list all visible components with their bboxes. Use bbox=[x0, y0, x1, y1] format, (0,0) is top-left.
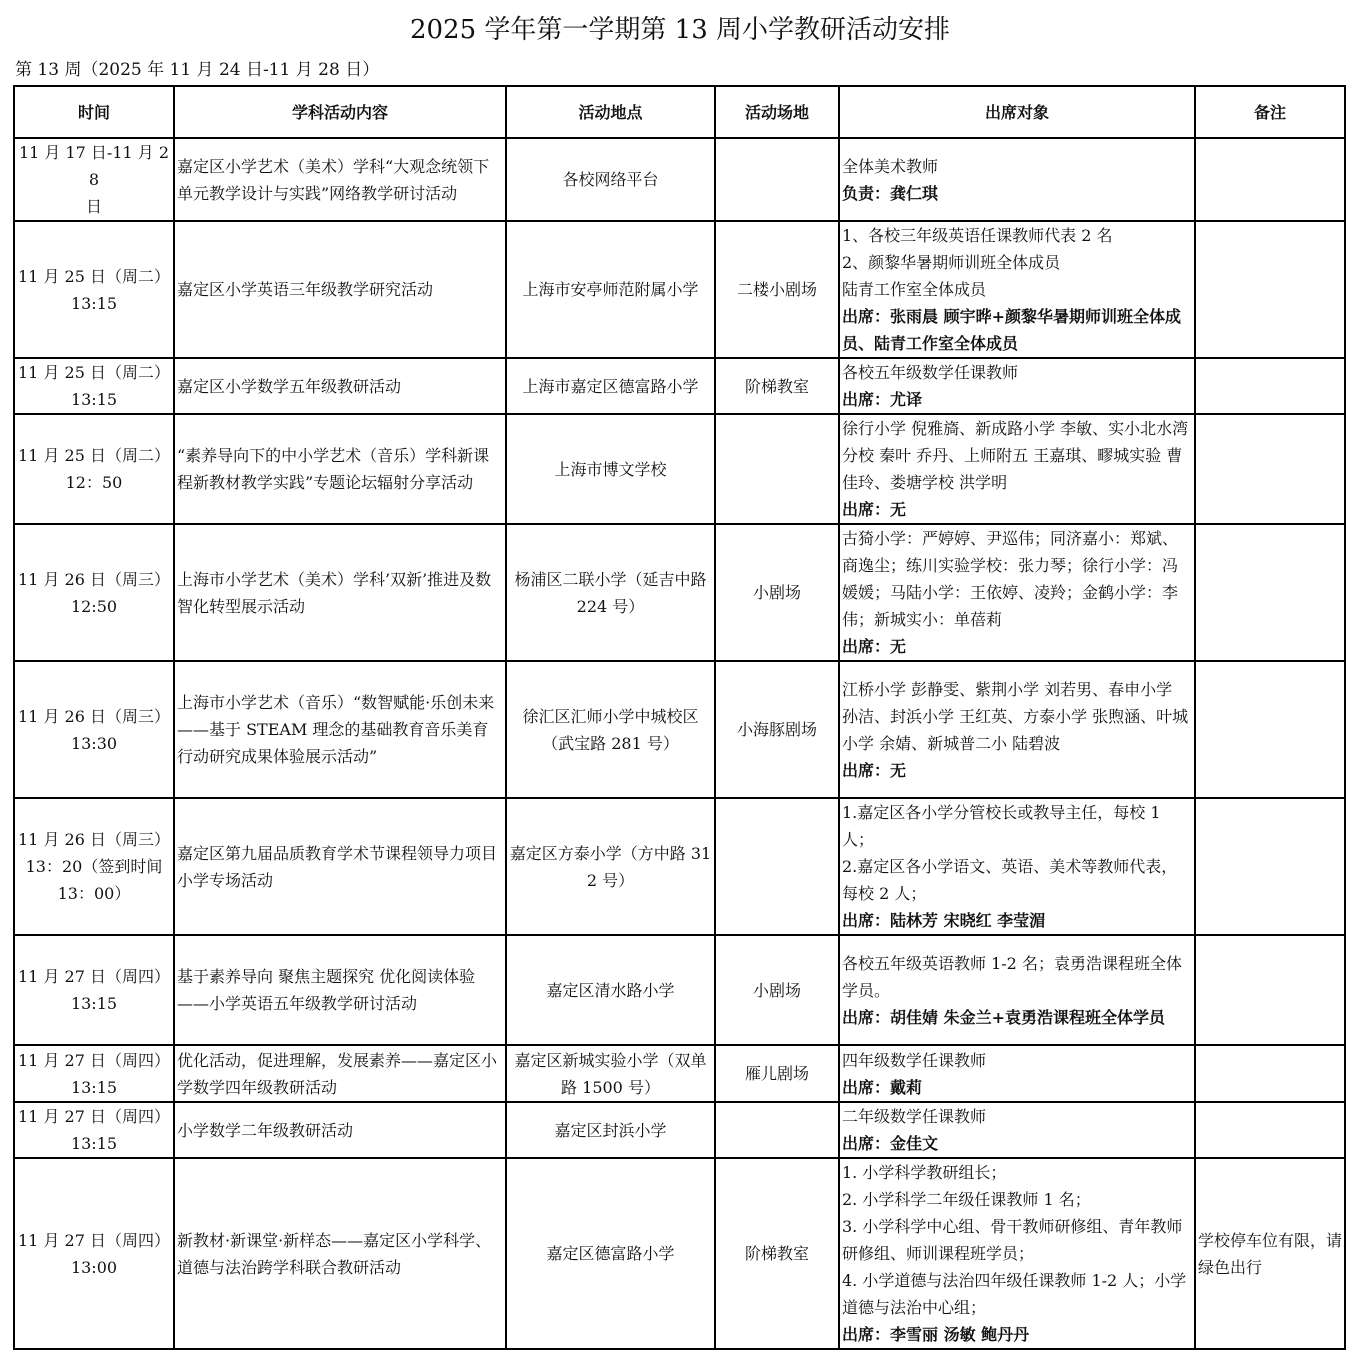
cell-time bbox=[14, 798, 174, 935]
cell-line: 全体美术教师 bbox=[842, 156, 939, 176]
attendees-bold-line: 出席：无 bbox=[842, 637, 907, 656]
cell-place: 各校网络平台 bbox=[506, 138, 715, 221]
cell-line: 11 月 17 日-11 月 28 bbox=[18, 143, 170, 189]
cell-place: 嘉定区德富路小学 bbox=[506, 1158, 715, 1349]
table-row bbox=[14, 221, 1345, 358]
schedule-table bbox=[13, 85, 1346, 1350]
cell-line: 13:15 bbox=[70, 390, 118, 409]
table-body bbox=[14, 138, 1345, 1349]
cell-line: 江桥小学 彭静雯、紫荆小学 刘若男、春申小学 孙洁、封浜小学 王红英、方泰小学 张煦涵、叶城小学 余婧、新城普二小 陆碧波 bbox=[842, 679, 1189, 753]
cell-content: 嘉定区小学数学五年级教研活动 bbox=[174, 358, 506, 414]
cell-place: 嘉定区封浜小学 bbox=[506, 1102, 715, 1158]
page-title: 2025 学年第一学期第 13 周小学教研活动安排 bbox=[409, 15, 951, 45]
cell-place: 嘉定区方泰小学（方中路 312 号） bbox=[506, 798, 715, 935]
cell-notes bbox=[1195, 524, 1345, 661]
cell-notes bbox=[1195, 414, 1345, 524]
cell-content: 优化活动，促进理解，发展素养——嘉定区小学数学四年级教研活动 bbox=[174, 1045, 506, 1102]
cell-venue: 阶梯教室 bbox=[715, 358, 839, 414]
cell-attendees bbox=[839, 1158, 1195, 1349]
cell-time bbox=[14, 221, 174, 358]
cell-attendees bbox=[839, 138, 1195, 221]
attendees-bold-line: 出席：张雨晨 顾宇晔+颜黎华暑期师训班全体成员、陆青工作室全体成员 bbox=[842, 307, 1181, 353]
header-place: 活动地点 bbox=[506, 86, 715, 138]
cell-content: 基于素养导向 聚焦主题探究 优化阅读体验——小学英语五年级教学研讨活动 bbox=[174, 935, 506, 1045]
table-row bbox=[14, 935, 1345, 1045]
table-row bbox=[14, 661, 1345, 798]
cell-place: 上海市博文学校 bbox=[506, 414, 715, 524]
cell-line: 2. 小学科学二年级任课教师 1 名； bbox=[842, 1190, 1091, 1209]
cell-line: 2.嘉定区各小学语文、英语、美术等教师代表，每校 2 人； bbox=[842, 857, 1178, 903]
table-row bbox=[14, 138, 1345, 221]
cell-notes bbox=[1195, 138, 1345, 221]
cell-line: 四年级数学任课教师 bbox=[842, 1050, 987, 1070]
cell-line: 13:00 bbox=[70, 1257, 118, 1277]
cell-line: 11 月 27 日（周四） bbox=[18, 1050, 170, 1070]
cell-venue: 小剧场 bbox=[715, 935, 839, 1045]
table-row bbox=[14, 414, 1345, 524]
cell-time bbox=[14, 661, 174, 798]
cell-line: 13:15 bbox=[70, 994, 118, 1013]
cell-content: “素养导向下的中小学艺术（音乐）学科新课程新教材教学实践”专题论坛辐射分享活动 bbox=[174, 414, 506, 524]
cell-place: 上海市嘉定区德富路小学 bbox=[506, 358, 715, 414]
week-label: 第 13 周（2025 年 11 月 24 日-11 月 28 日） bbox=[15, 60, 380, 80]
cell-time bbox=[14, 414, 174, 524]
cell-time bbox=[14, 358, 174, 414]
cell-content: 小学数学二年级教研活动 bbox=[174, 1102, 506, 1158]
cell-attendees bbox=[839, 661, 1195, 798]
cell-content: 新教材·新课堂·新样态——嘉定区小学科学、道德与法治跨学科联合教研活动 bbox=[174, 1158, 506, 1349]
cell-line: 11 月 26 日（周三） bbox=[18, 830, 170, 849]
cell-attendees bbox=[839, 1045, 1195, 1102]
header-attendees: 出席对象 bbox=[839, 86, 1195, 138]
cell-notes bbox=[1195, 661, 1345, 798]
header-time: 时间 bbox=[14, 86, 174, 138]
cell-line: 4. 小学道德与法治四年级任课教师 1-2 人；小学道德与法治中心组； bbox=[842, 1271, 1187, 1317]
cell-time bbox=[14, 1045, 174, 1102]
cell-line: 11 月 26 日（周三） bbox=[18, 706, 170, 726]
header-notes: 备注 bbox=[1195, 86, 1345, 138]
header-content: 学科活动内容 bbox=[174, 86, 506, 138]
cell-line: 13:15 bbox=[70, 1077, 118, 1097]
cell-line: 徐行小学 倪雅旖、新成路小学 李敏、实小北水湾分校 秦叶 乔丹、上师附五 王嘉琪、疁城实验 曹佳玲、娄塘学校 洪学明 bbox=[842, 419, 1189, 492]
cell-place: 杨浦区二联小学（延吉中路 224 号） bbox=[506, 524, 715, 661]
cell-venue bbox=[715, 798, 839, 935]
cell-line: 二年级数学任课教师 bbox=[842, 1107, 987, 1126]
table-row bbox=[14, 798, 1345, 935]
cell-notes: 学校停车位有限，请绿色出行 bbox=[1195, 1158, 1345, 1349]
cell-venue: 雁儿剧场 bbox=[715, 1045, 839, 1102]
cell-line: 13：00） bbox=[57, 884, 131, 903]
cell-time bbox=[14, 138, 174, 221]
attendees-bold-line: 出席：尤译 bbox=[842, 390, 923, 409]
table-row bbox=[14, 1158, 1345, 1349]
cell-notes bbox=[1195, 798, 1345, 935]
table-row bbox=[14, 1102, 1345, 1158]
cell-attendees bbox=[839, 414, 1195, 524]
cell-venue: 小海豚剧场 bbox=[715, 661, 839, 798]
cell-content: 上海市小学艺术（音乐）“数智赋能·乐创未来——基于 STEAM 理念的基础教育音乐美育行动研究成果体验展示活动” bbox=[174, 661, 506, 798]
cell-line: 11 月 27 日（周四） bbox=[18, 967, 170, 986]
cell-content: 嘉定区第九届品质教育学术节课程领导力项目小学专场活动 bbox=[174, 798, 506, 935]
cell-attendees bbox=[839, 221, 1195, 358]
cell-place: 嘉定区新城实验小学（双单路 1500 号） bbox=[506, 1045, 715, 1102]
cell-venue: 阶梯教室 bbox=[715, 1158, 839, 1349]
cell-place: 徐汇区汇师小学中城校区（武宝路 281 号） bbox=[506, 661, 715, 798]
table-header-row bbox=[14, 86, 1345, 138]
cell-line: 2、颜黎华暑期师训班全体成员 bbox=[842, 253, 1061, 272]
attendees-bold-line: 出席：无 bbox=[842, 760, 907, 780]
cell-line: 1、各校三年级英语任课教师代表 2 名 bbox=[842, 226, 1113, 245]
attendees-bold-line: 出席：胡佳婧 朱金兰+袁勇浩课程班全体学员 bbox=[842, 1007, 1165, 1027]
cell-line: 13:30 bbox=[70, 733, 118, 753]
cell-content: 嘉定区小学英语三年级教学研究活动 bbox=[174, 221, 506, 358]
table-row bbox=[14, 1045, 1345, 1102]
attendees-bold-line: 出席：陆林芳 宋晓红 李莹湄 bbox=[842, 911, 1046, 930]
cell-notes bbox=[1195, 1102, 1345, 1158]
cell-content: 上海市小学艺术（美术）学科’双新’推进及数智化转型展示活动 bbox=[174, 524, 506, 661]
cell-venue: 小剧场 bbox=[715, 524, 839, 661]
header-venue: 活动场地 bbox=[715, 86, 839, 138]
cell-line: 11 月 25 日（周二） bbox=[18, 363, 170, 382]
cell-line: 13:15 bbox=[70, 1134, 118, 1153]
cell-venue bbox=[715, 138, 839, 221]
cell-line: 11 月 25 日（周二） bbox=[18, 446, 170, 465]
cell-line: 13:15 bbox=[70, 293, 118, 313]
cell-line: 1.嘉定区各小学分管校长或教导主任，每校 1 人； bbox=[842, 803, 1161, 849]
cell-line: 各校五年级英语教师 1-2 名；袁勇浩课程班全体学员。 bbox=[842, 953, 1182, 1000]
cell-line: 12：50 bbox=[65, 473, 123, 492]
table-row bbox=[14, 358, 1345, 414]
cell-notes bbox=[1195, 358, 1345, 414]
cell-time bbox=[14, 524, 174, 661]
cell-line: 12:50 bbox=[70, 596, 118, 616]
cell-line: 各校五年级数学任课教师 bbox=[842, 363, 1019, 382]
cell-time bbox=[14, 1102, 174, 1158]
cell-line: 11 月 27 日（周四） bbox=[18, 1107, 170, 1126]
cell-place: 嘉定区清水路小学 bbox=[506, 935, 715, 1045]
cell-time bbox=[14, 1158, 174, 1349]
attendees-bold-line: 出席：金佳文 bbox=[842, 1134, 939, 1153]
cell-place: 上海市安亭师范附属小学 bbox=[506, 221, 715, 358]
attendees-bold-line: 出席：戴莉 bbox=[842, 1077, 923, 1097]
cell-content: 嘉定区小学艺术（美术）学科“大观念统领下单元教学设计与实践”网络教学研讨活动 bbox=[174, 138, 506, 221]
cell-line: 1. 小学科学教研组长； bbox=[842, 1163, 1007, 1182]
cell-line: 13：20（签到时间 bbox=[25, 857, 163, 876]
cell-line: 3. 小学科学中心组、骨干教师研修组、青年教师研修组、师训课程班学员； bbox=[842, 1217, 1183, 1263]
attendees-bold-line: 负责：龚仁琪 bbox=[842, 183, 939, 203]
cell-line: 日 bbox=[85, 197, 102, 216]
cell-notes bbox=[1195, 1045, 1345, 1102]
cell-time bbox=[14, 935, 174, 1045]
cell-venue: 二楼小剧场 bbox=[715, 221, 839, 358]
cell-notes bbox=[1195, 221, 1345, 358]
cell-line: 古猗小学：严婷婷、尹巡伟；同济嘉小：郑斌、商逸尘；练川实验学校：张力琴；徐行小学：冯媛媛；马陆小学：王依婷、凌羚；金鹤小学：李伟；新城实小：单蓓莉 bbox=[842, 529, 1179, 629]
cell-line: 11 月 25 日（周二） bbox=[18, 266, 170, 286]
cell-line: 11 月 27 日（周四） bbox=[18, 1230, 170, 1250]
table-row bbox=[14, 524, 1345, 661]
cell-attendees bbox=[839, 524, 1195, 661]
cell-venue bbox=[715, 414, 839, 524]
attendees-bold-line: 出席：李雪丽 汤敏 鲍丹丹 bbox=[842, 1325, 1030, 1344]
cell-line: 11 月 26 日（周三） bbox=[18, 569, 170, 589]
cell-attendees bbox=[839, 798, 1195, 935]
cell-attendees bbox=[839, 1102, 1195, 1158]
attendees-bold-line: 出席：无 bbox=[842, 500, 907, 519]
cell-line: 陆青工作室全体成员 bbox=[842, 280, 987, 299]
cell-venue bbox=[715, 1102, 839, 1158]
cell-notes bbox=[1195, 935, 1345, 1045]
cell-attendees bbox=[839, 358, 1195, 414]
cell-attendees bbox=[839, 935, 1195, 1045]
